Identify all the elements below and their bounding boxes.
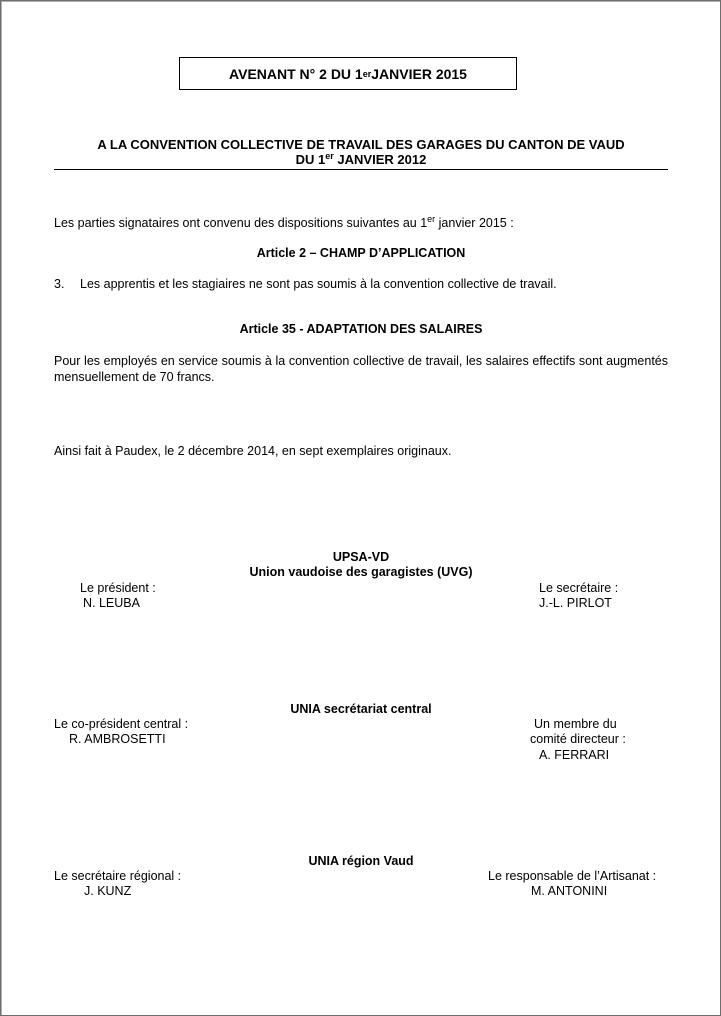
subtitle-line1: A LA CONVENTION COLLECTIVE DE TRAVAIL DES GARAGES DU CANTON DE VAUD [97, 137, 625, 152]
closing-text: Ainsi fait à Paudex, le 2 décembre 2014, en sept exemplaires originaux. [54, 444, 452, 458]
title-main: AVENANT N° 2 DU 1 [229, 65, 363, 82]
upsa-org: UPSA-VD [332, 550, 390, 564]
document-title: AVENANT N° 2 DU 1 er JANVIER 2015 [179, 57, 517, 90]
unia-central-right-role-2: comité directeur : [530, 732, 626, 746]
unia-vaud-left-role: Le secrétaire régional : [54, 869, 182, 883]
unia-vaud-left-name: J. KUNZ [84, 884, 132, 898]
unia-vaud-right-name: M. ANTONINI [531, 884, 608, 898]
unia-central-right-name: A. FERRARI [539, 748, 610, 762]
upsa-left-role: Le président : [80, 581, 156, 595]
article2-item-text: Les apprentis et les stagiaires ne sont pas soumis à la convention collective de travail. [80, 277, 557, 291]
subtitle-line2-pre: DU 1 [295, 152, 326, 167]
unia-central-right-role-1: Un membre du [534, 717, 617, 731]
intro-sup: er [427, 214, 436, 224]
subtitle-line2-post: JANVIER 2012 [333, 152, 427, 167]
subtitle-rule [54, 169, 668, 170]
subtitle-line2 [54, 152, 668, 167]
unia-vaud-org: UNIA région Vaud [308, 854, 414, 868]
article35-text: Pour les employés en service soumis à la convention collective de travail, les salaires effectifs sont augmentés mensuellement de 70 francs. [54, 354, 668, 384]
upsa-left-name: N. LEUBA [83, 596, 140, 610]
intro-text [54, 216, 514, 230]
subtitle-line2-sup: er [325, 151, 334, 161]
unia-vaud-right-role: Le responsable de l’Artisanat : [488, 869, 657, 883]
intro-pre: Les parties signataires ont convenu des dispositions suivantes au 1 [54, 216, 428, 230]
unia-central-org: UNIA secrétariat central [290, 702, 432, 716]
intro-post: janvier 2015 : [435, 216, 514, 230]
upsa-right-role: Le secrétaire : [539, 581, 619, 595]
article35-heading: Article 35 - ADAPTATION DES SALAIRES [239, 322, 483, 336]
title-rest: JANVIER 2015 [371, 65, 467, 82]
upsa-org-full: Union vaudoise des garagistes (UVG) [249, 565, 473, 579]
unia-central-left-name: R. AMBROSETTI [69, 732, 166, 746]
unia-central-left-role: Le co-président central : [54, 717, 189, 731]
upsa-right-name: J.-L. PIRLOT [539, 596, 612, 610]
article2-item-number: 3. [54, 277, 65, 291]
article2-heading: Article 2 – CHAMP D’APPLICATION [256, 246, 466, 260]
